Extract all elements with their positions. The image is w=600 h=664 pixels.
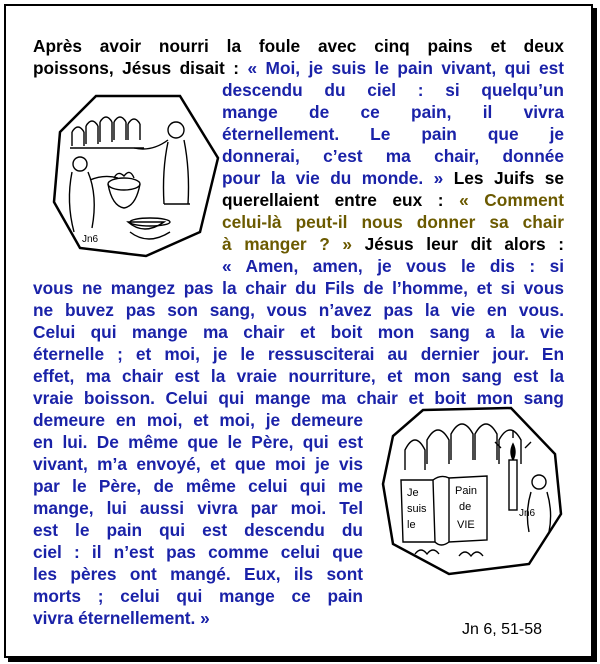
signature-top: Jn6: [82, 234, 99, 245]
text-line: [222, 189, 564, 211]
text-line: [33, 409, 363, 431]
text-line: [222, 79, 564, 101]
text-segment: ciel : il n’est pas comme celui que: [33, 542, 363, 562]
text-line: [33, 607, 363, 629]
book-left-line-3: le: [407, 519, 416, 531]
text-line: [33, 475, 363, 497]
text-segment: vous ne mangez pas la chair du Fils de l’homme, et si vous: [33, 278, 564, 298]
text-segment: à manger ? »: [222, 234, 365, 254]
text-segment: donnerai, c’est ma chair, donnée: [222, 146, 564, 166]
text-segment: « Amen, amen, je vous le dis : si: [222, 256, 564, 276]
text-line: [33, 365, 564, 387]
text-segment: celui-là peut-il nous donner sa chair: [222, 212, 564, 232]
book-left-line-1: Je: [407, 487, 419, 499]
book-right-line-1: Pain: [455, 485, 478, 497]
text-segment: éternelle ; et moi, je le ressusciterai au dernier jour. En: [33, 344, 564, 364]
text-line: [222, 233, 564, 255]
text-segment: Celui qui mange ma chair et boit mon sang a la vie: [33, 322, 564, 342]
text-segment: morts ; celui qui mange ce pain: [33, 586, 363, 606]
text-line: [33, 453, 363, 475]
text-segment: poissons, Jésus disait :: [33, 58, 248, 78]
text-segment: mange de ce pain, il vivra: [222, 102, 564, 122]
text-segment: ne buvez pas son sang, vous n’avez pas la vie en vous.: [33, 300, 564, 320]
text-segment: vivra éternellement. »: [33, 608, 210, 628]
text-line: [33, 541, 363, 563]
text-segment: éternellement. Le pain que je: [222, 124, 564, 144]
text-segment: Les Juifs se: [453, 168, 564, 188]
text-segment: Après avoir nourri la foule avec cinq pains et deux: [33, 36, 564, 56]
text-line: [33, 35, 564, 57]
text-segment: « Comment: [459, 190, 564, 210]
multiplication-illustration: [50, 92, 222, 260]
text-segment: demeure en moi, et moi, je demeure: [33, 410, 363, 430]
text-segment: par le Père, de même celui qui me: [33, 476, 363, 496]
text-segment: querellaient entre eux :: [222, 190, 460, 210]
text-line: [222, 167, 564, 189]
text-line: [222, 255, 564, 277]
text-line: [222, 211, 564, 233]
text-line: [33, 497, 363, 519]
text-segment: descendu du ciel : si quelqu’un: [222, 80, 564, 100]
book-right-line-2: de: [459, 501, 472, 513]
text-line: [33, 343, 564, 365]
text-segment: les pères ont mangé. Eux, ils sont: [33, 564, 363, 584]
text-line: [222, 123, 564, 145]
scripture-reference: Jn 6, 51-58: [462, 621, 543, 638]
text-line: [33, 321, 564, 343]
text-segment: pour la vie du monde. »: [222, 168, 454, 188]
book-right-line-3: VIE: [457, 519, 475, 531]
text-segment: est le pain qui est descendu du: [33, 520, 363, 540]
signature-bottom: Jn6: [519, 508, 536, 519]
text-segment: vraie boisson. Celui qui mange ma chair et boit mon sang: [33, 388, 564, 408]
text-line: [33, 585, 363, 607]
text-line: [33, 299, 564, 321]
text-segment: Jésus leur dit alors :: [364, 234, 564, 254]
text-line: [33, 519, 363, 541]
bread-of-life-illustration: [379, 404, 567, 578]
text-segment: mange, lui aussi vivra par moi. Tel: [33, 498, 363, 518]
text-segment: vivant, m’a envoyé, et que moi je vis: [33, 454, 363, 474]
text-segment: en lui. De même que le Père, qui est: [33, 432, 363, 452]
text-line: [222, 101, 564, 123]
text-segment: « Moi, je suis le pain vivant, qui est: [247, 58, 565, 78]
text-line: [33, 277, 564, 299]
text-line: [33, 57, 564, 79]
text-line: [222, 145, 564, 167]
text-line: [33, 431, 363, 453]
book-left-line-2: suis: [407, 503, 427, 515]
text-line: [33, 563, 363, 585]
text-segment: effet, ma chair est la vraie nourriture, et mon sang est la: [33, 366, 564, 386]
